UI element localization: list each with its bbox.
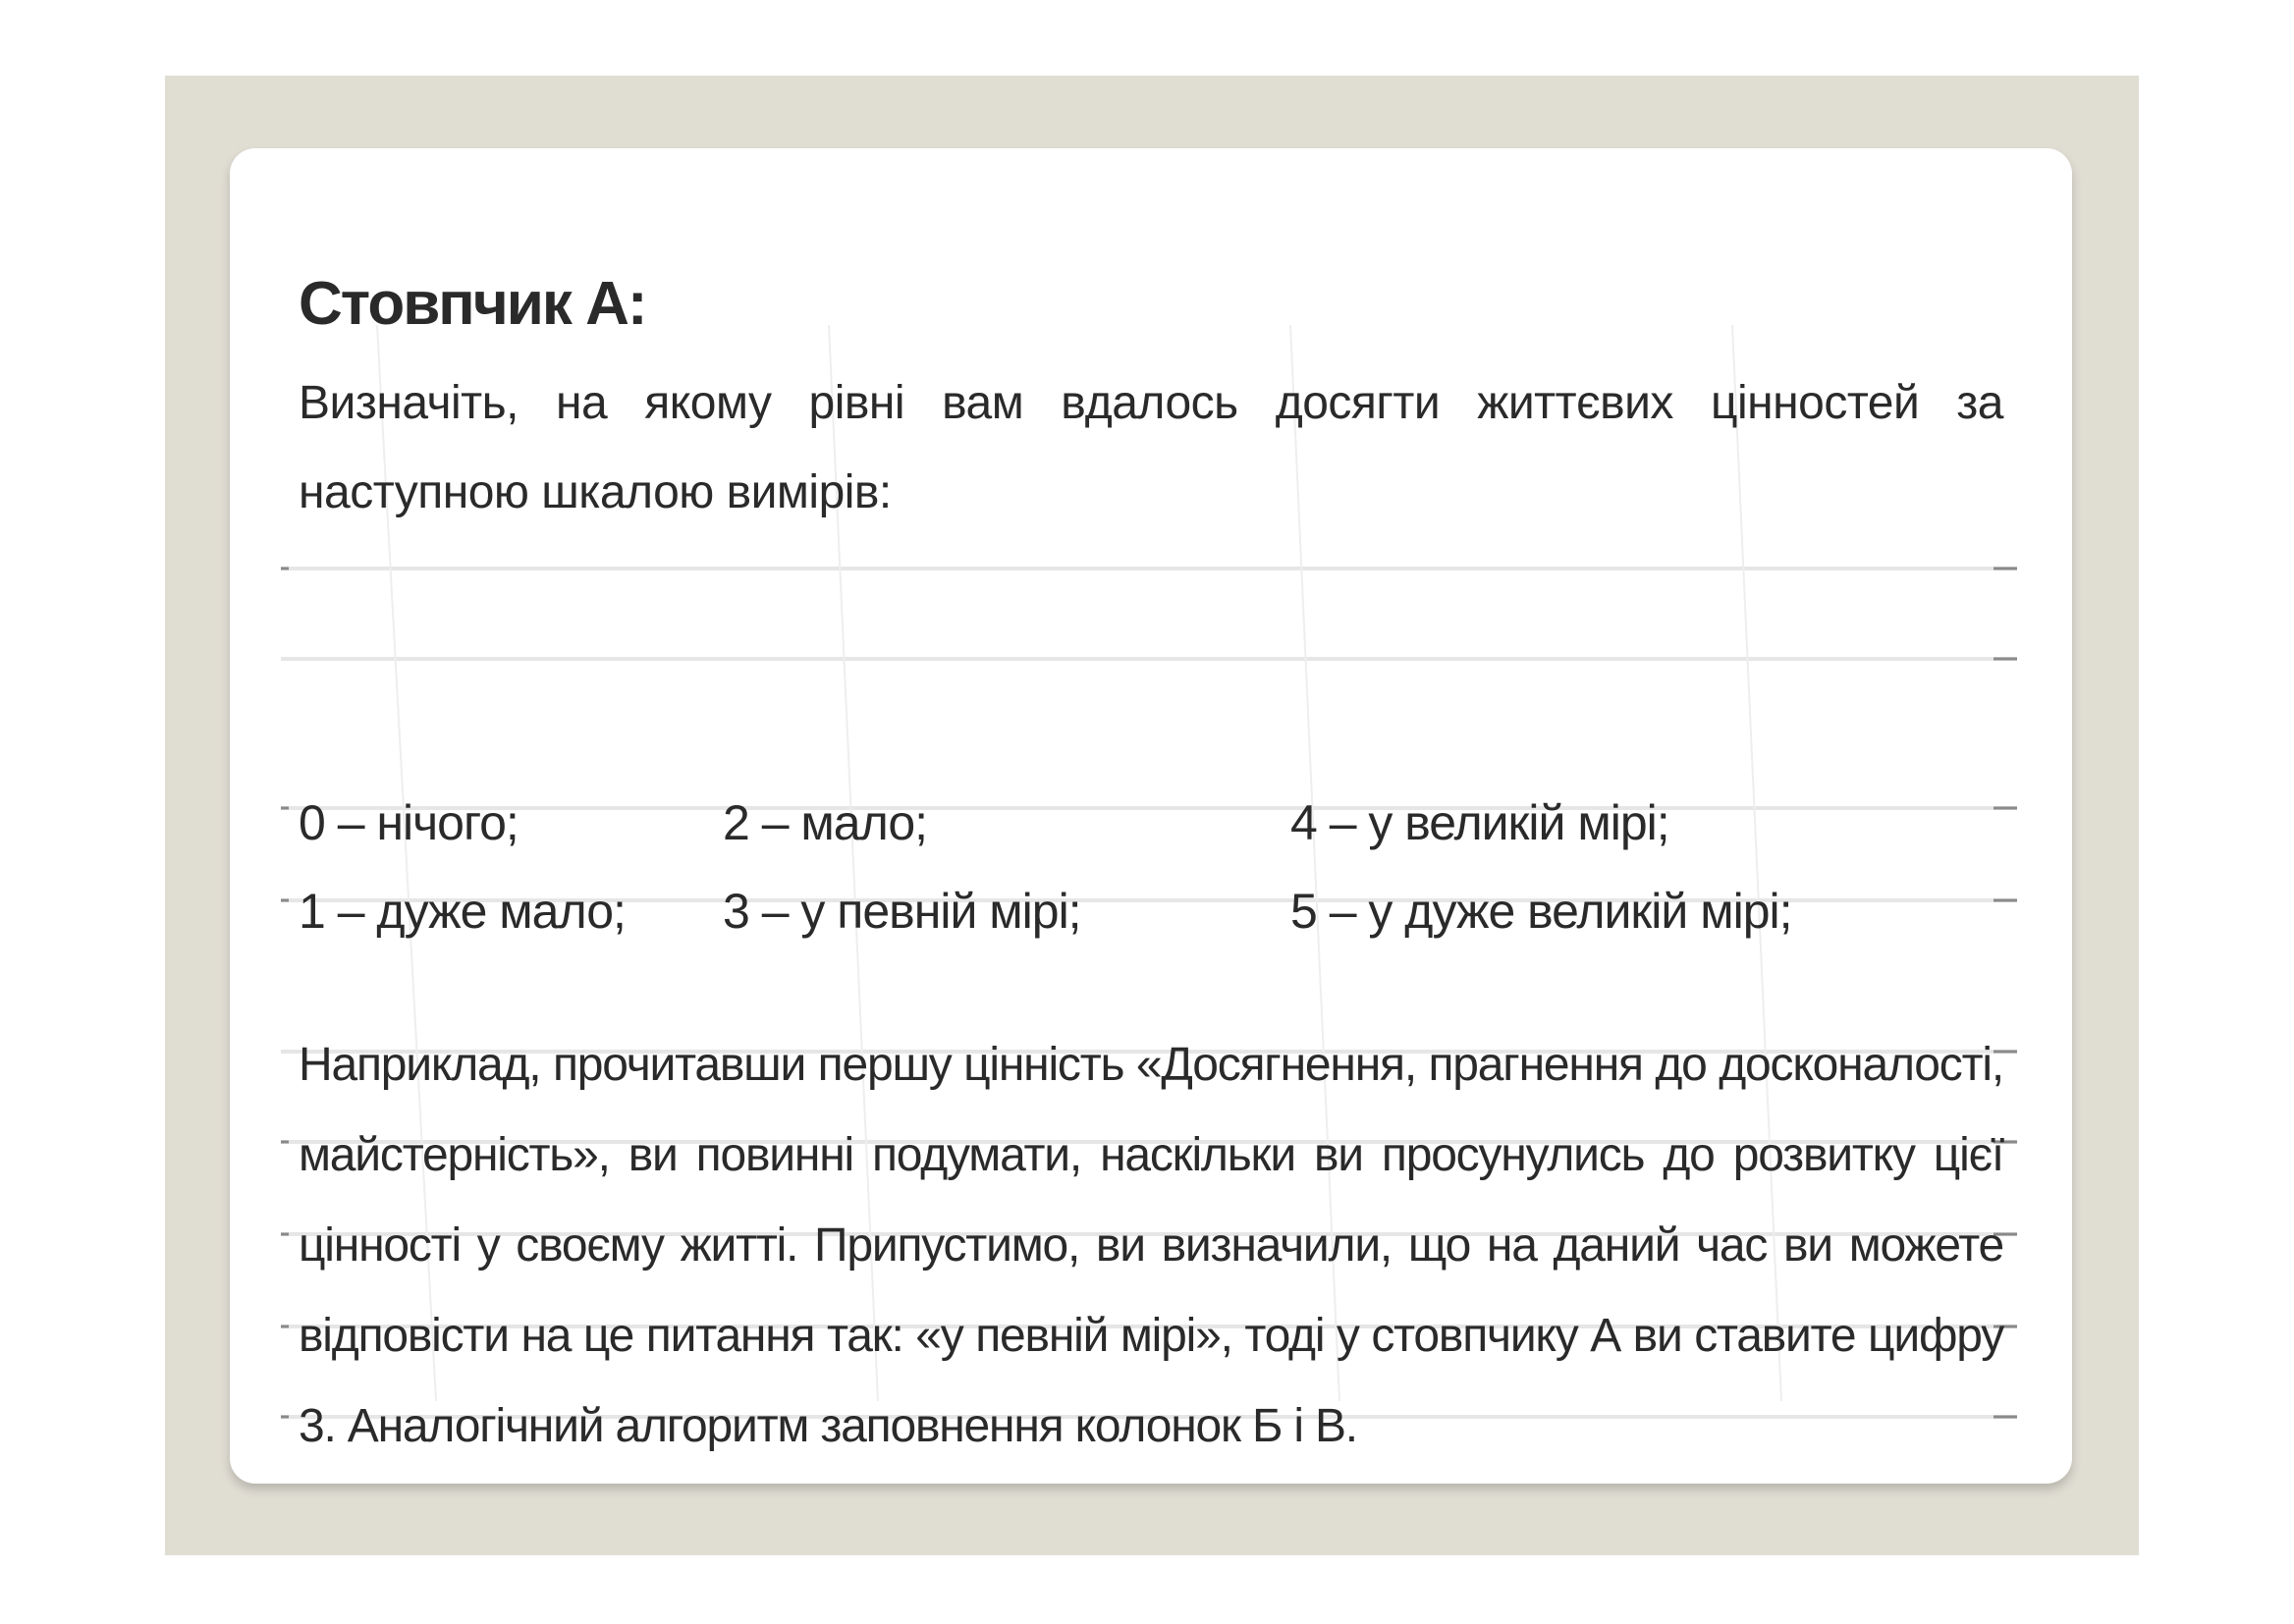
scale-item-0: 0 – нічого; [299,795,519,850]
example-paragraph: Наприклад, прочитавши першу цінність «Досягнення, прагнення до досконалості, майстерність», ви повинні подумати, наскільки ви просунулись до розвитку цієї цінності у своєму житті. Припустимо, ви визначили, що на даний час ви можете відповісти на це питання так: «у певній мірі», тоді у стовпчику А ви ставите цифру 3. Аналогічний алгоритм заповнення колонок Б і В. [299,1039,2003,1452]
slide-heading: Стовпчик А: [299,270,646,338]
scale-item-5: 5 – у дуже великій мірі; [1290,884,1792,939]
scale-item-4: 4 – у великій мірі; [1290,795,1669,850]
scale-item-2: 2 – мало; [723,795,928,850]
rating-scale [299,759,2003,946]
scale-item-3: 3 – у певній мірі; [723,884,1081,939]
content-card [230,148,2072,1484]
intro-paragraph: Визначіть, на якому рівні вам вдалось досягти життєвих цінностей за наступною шкалою вимірів: [299,377,2003,518]
scale-item-1: 1 – дуже мало; [299,884,626,939]
slide-frame [165,76,2139,1555]
